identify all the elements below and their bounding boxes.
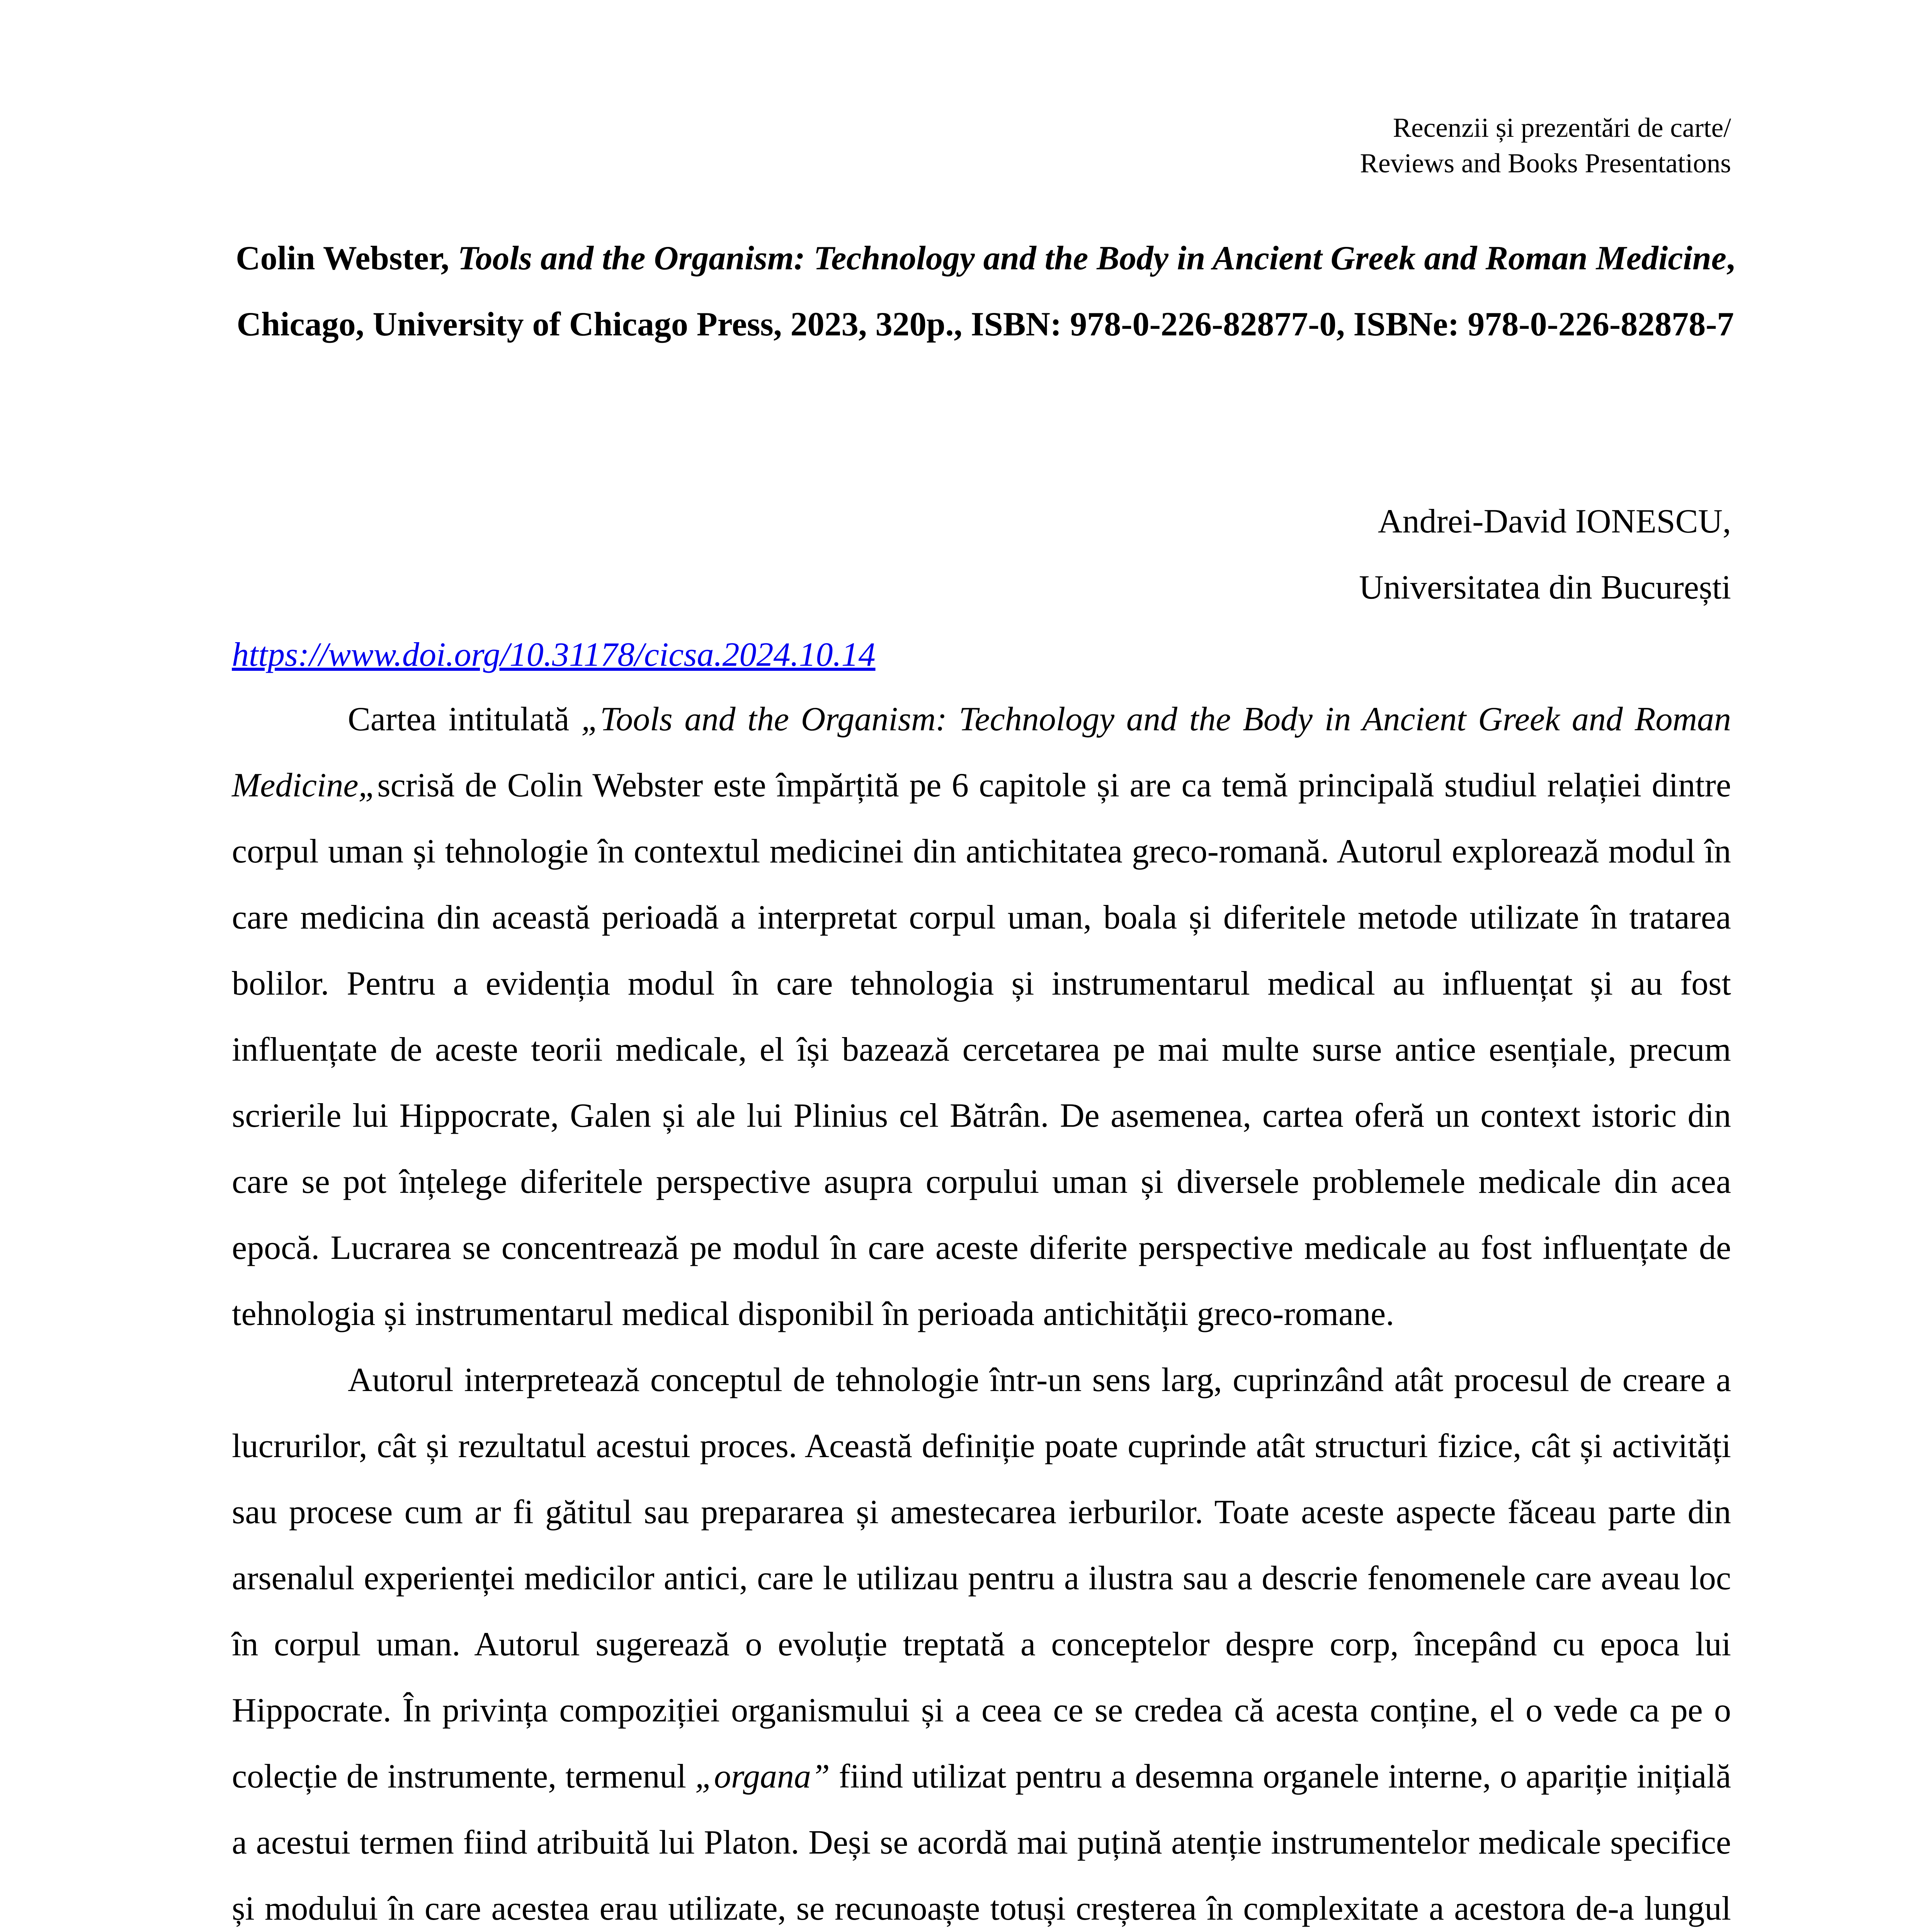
header-line-en: Reviews and Books Presentations bbox=[1360, 148, 1731, 179]
book-title: Tools and the Organism: Technology and the Body in Ancient Greek and Roman Medicine bbox=[457, 240, 1726, 277]
reviewer-name: Andrei-David IONESCU, bbox=[1378, 503, 1731, 540]
paragraph-1 bbox=[232, 686, 1731, 1347]
book-author: Colin Webster, bbox=[236, 240, 449, 277]
paragraph-2 bbox=[232, 1347, 1731, 1932]
paragraph-2-after: fiind utilizat pentru a desemna organele interne, o apariție inițială a acestui termen fiind atribuită lui Platon. Deși se acordă mai puțină atenție instrumentelor medicale specifice și modului în care acestea erau utilizate, se recunoaște totuși creșterea în complexitate a acestora de-a lungul bbox=[232, 1758, 1731, 1927]
paragraph-1-book-title: „Tools and the Organism: Technology and the Body in Ancient Greek and Roman Medicine„ bbox=[232, 701, 1731, 804]
running-header bbox=[1360, 110, 1731, 181]
paragraph-1-intro: Cartea intitulată bbox=[348, 701, 582, 738]
review-title bbox=[232, 225, 1739, 357]
paragraph-1-text: scrisă de Colin Webster este împărțită pe 6 capitole și are ca temă principală studiul relației dintre corpul uman și tehnologie în contextul medicinei din antichitatea greco-romană. Autorul explorează modul în care medicina din această perioadă a interpretat corpul uman, boala și diferitele metode utilizate în tratarea bolilor. Pentru a evidenția modul în care tehnologia și instrumentarul medical au influențat și au fost influențate de aceste teorii medicale, el își bazează cercetarea pe mai multe surse antice esențiale, precum scrierile lui Hippocrate, Galen și ale lui Plinius cel Bătrân. De asemenea, cartea oferă un context istoric din care se pot înțelege diferitele perspective asupra corpului uman și diversele problemele medicale din acea epocă. Lucrarea se concentrează pe modul în care aceste diferite perspective medicale au fost influențate de tehnologia și instrumentarul medical disponibil în perioada antichității greco-romane. bbox=[232, 767, 1731, 1333]
header-line-ro: Recenzii și prezentări de carte/ bbox=[1393, 113, 1731, 143]
book-publication-details: , Chicago, University of Chicago Press, 2023, 320p., ISBN: 978-0-226-82877-0, ISBNe: 978-0-226-82878-7 bbox=[236, 240, 1735, 343]
paragraph-2-term: „organa” bbox=[695, 1758, 830, 1795]
review-body bbox=[232, 686, 1731, 1932]
paragraph-2-before: Autorul interpretează conceptul de tehnologie într-un sens larg, cuprinzând atât procesul de creare a lucrurilor, cât și rezultatul acestui proces. Această definiție poate cuprinde atât structuri fizice, cât și activități sau procese cum ar fi gătitul sau prepararea și amestecarea ierburilor. Toate aceste aspecte făceau parte din arsenalul experienței medicilor antici, care le utilizau pentru a ilustra sau a descrie fenomenele care aveau loc în corpul uman. Autorul sugerează o evoluție treptată a conceptelor despre corp, începând cu epoca lui Hippocrate. În privința compoziției organismului și a ceea ce se credea că acesta conține, el o vede ca pe o colecție de instrumente, termenul bbox=[232, 1361, 1731, 1795]
reviewer-block bbox=[1359, 488, 1731, 621]
reviewer-affiliation: Universitatea din București bbox=[1359, 569, 1731, 606]
doi-link[interactable]: https://www.doi.org/10.31178/cicsa.2024.10.14 bbox=[232, 636, 876, 673]
